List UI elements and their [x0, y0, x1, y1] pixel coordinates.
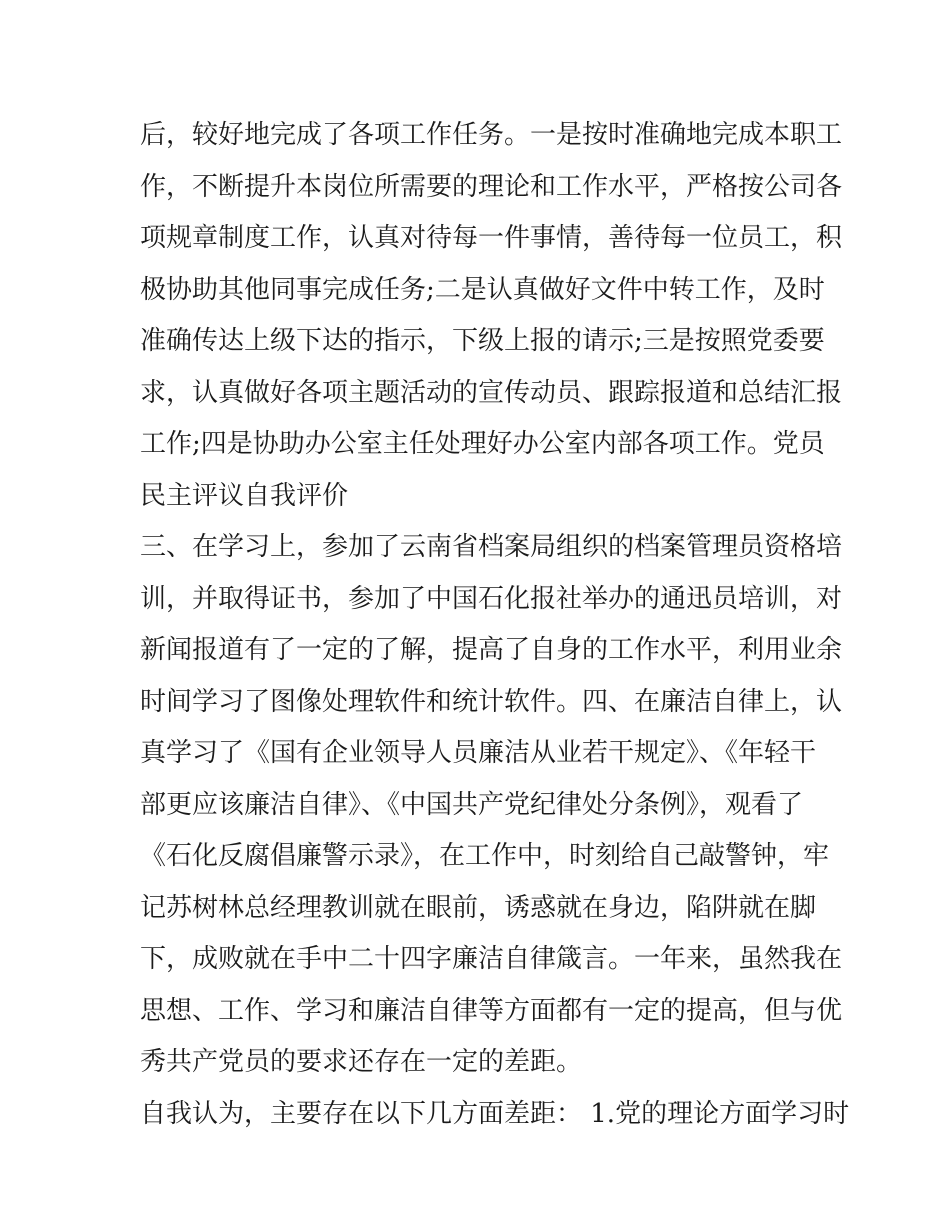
- text-line: 新闻报道有了一定的了解，提高了自身的工作水平，利用业余: [140, 635, 843, 665]
- text-line: 项规章制度工作，认真对待每一件事情，善待每一位员工，积: [140, 223, 843, 253]
- text-line: 求，认真做好各项主题活动的宣传动员、跟踪报道和总结汇报: [140, 377, 843, 408]
- body-text: [140, 110, 850, 1140]
- text-line: 自我认为，主要存在以下几方面差距： 1.党的理论方面学习时: [140, 1098, 850, 1129]
- text-line: 真学习了《国有企业领导人员廉洁从业若干规定》、《年轻干: [140, 738, 817, 768]
- text-line: 极协助其他同事完成任务;二是认真做好文件中转工作，及时: [140, 274, 825, 305]
- text-line: 后，较好地完成了各项工作任务。一是按时准确地完成本职工: [140, 120, 843, 150]
- text-line: 记苏树林总经理教训就在眼前，诱惑就在身边，陷阱就在脚: [140, 892, 817, 923]
- text-line: 思想、工作、学习和廉洁自律等方面都有一定的提高，但与优: [140, 995, 843, 1026]
- text-line: 秀共产党员的要求还存在一定的差距。: [140, 1047, 583, 1077]
- text-line: 部更应该廉洁自律》、《中国共产党纪律处分条例》，观看了: [140, 789, 804, 820]
- text-line: 准确传达上级下达的指示，下级上报的请示;三是按照党委要: [140, 326, 825, 356]
- text-line: 工作;四是协助办公室主任处理好办公室内部各项工作。党员: [140, 429, 825, 459]
- text-line: 下，成败就在手中二十四字廉洁自律箴言。一年来，虽然我在: [140, 944, 843, 974]
- text-line: 作，不断提升本岗位所需要的理论和工作水平，严格按公司各: [140, 171, 843, 202]
- text-line: 训，并取得证书，参加了中国石化报社举办的通迅员培训，对: [140, 583, 843, 614]
- text-line: 《石化反腐倡廉警示录》，在工作中，时刻给自己敲警钟，牢: [140, 841, 830, 871]
- text-line: 三、在学习上，参加了云南省档案局组织的档案管理员资格培: [140, 532, 843, 562]
- text-line: 民主评议自我评价: [140, 480, 349, 511]
- text-line: 时间学习了图像处理软件和统计软件。四、在廉洁自律上，认: [140, 686, 843, 717]
